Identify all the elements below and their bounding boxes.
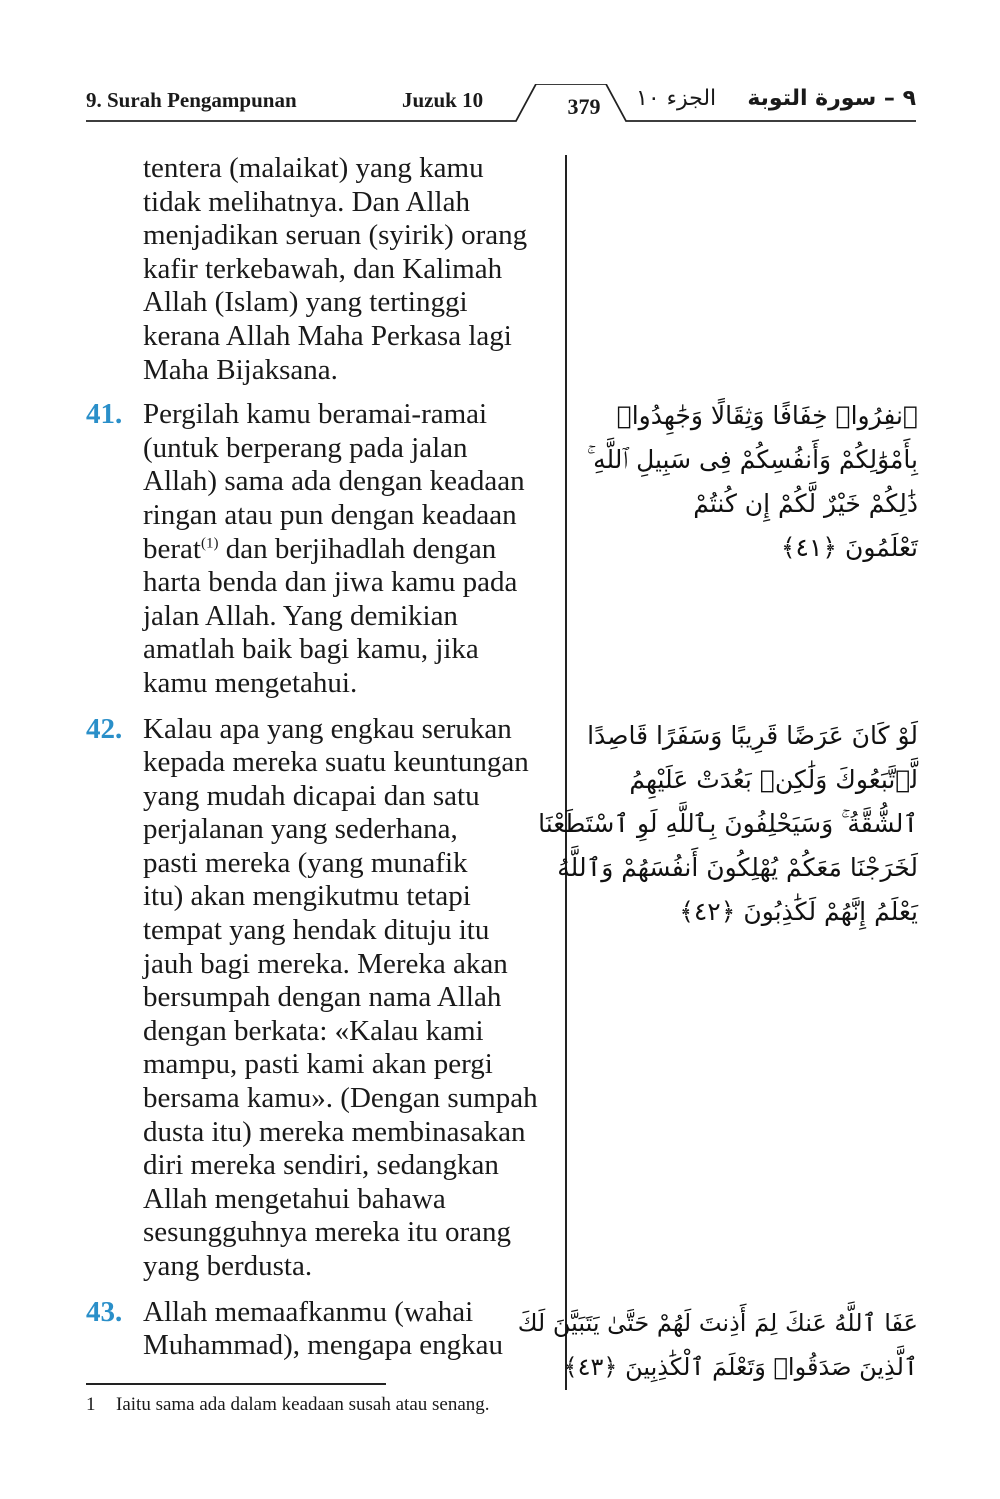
text-line [143, 533, 560, 567]
footnote-number: 1 [86, 1394, 96, 1415]
arabic-line: ٱنفِرُوا۟ خِفَافًا وَثِقَالًا وَجَٰهِدُوا۟ [616, 401, 918, 430]
arabic-line: لَوْ كَانَ عَرَضًا قَرِيبًا وَسَفَرًا قَاصِدًا [587, 721, 918, 750]
verse-41-translation [86, 398, 560, 700]
arabic-line: تَعْلَمُونَ ﴿٤١﴾ [780, 533, 918, 562]
text-line: (untuk berperang pada jalan [143, 431, 468, 464]
text-line: menjadikan seruan (syirik) orang [143, 219, 528, 252]
text-segment: dan berjihadlah dengan [218, 532, 497, 565]
surah-title: 9. Surah Pengampunan [86, 88, 297, 112]
arabic-line: يَعْلَمُ إِنَّهُمْ لَكَٰذِبُونَ ﴿٤٢﴾ [679, 897, 918, 926]
arabic-line: لَّٱتَّبَعُوكَ وَلَٰكِنۢ بَعُدَتْ عَلَيْهِمُ [629, 765, 918, 794]
text-line: yang berdusta. [143, 1250, 313, 1282]
page-header [86, 84, 916, 124]
text-line: tempat yang hendak dituju itu [143, 914, 490, 947]
arabic-line: بِأَمْوَٰلِكُمْ وَأَنفُسِكُمْ فِى سَبِيلِ ٱللَّهِ ۚ [586, 445, 918, 474]
text-line: kafir terkebawah, dan Kalimah [143, 252, 503, 285]
text-line: sesungguhnya mereka itu orang [143, 1216, 512, 1249]
text-line: dengan berkata: «Kalau kami [143, 1014, 484, 1047]
juz-arabic: الجزء ١٠ [636, 86, 717, 111]
surah-title-arabic: ٩ – سورة التوبة [747, 86, 916, 111]
arabic-line: ٱلشُّقَّةُ ۚ وَسَيَحْلِفُونَ بِٱللَّهِ لَوِ ٱسْتَطَعْنَا [538, 809, 918, 838]
text-line: perjalanan yang sederhana, [143, 813, 458, 846]
text-line: dusta itu) mereka membinasakan [143, 1115, 526, 1148]
footnote-ref[interactable]: (1) [200, 534, 219, 551]
text-line: ringan atau pun dengan keadaan [143, 498, 517, 531]
text-line: tentera (malaikat) yang kamu [143, 152, 484, 184]
verse-41-arabic [588, 394, 918, 570]
text-line: kerana Allah Maha Perkasa lagi [143, 319, 512, 352]
text-line: Allah mengetahui bahawa [143, 1182, 446, 1215]
text-line: jalan Allah. Yang demikian [143, 599, 458, 632]
arabic-line: لَخَرَجْنَا مَعَكُمْ يُهْلِكُونَ أَنفُسَهُمْ وَٱللَّهُ [557, 853, 918, 882]
text-line: Muhammad), mengapa engkau [143, 1329, 503, 1362]
text-line: Kalau apa yang engkau serukan [143, 712, 512, 745]
text-line: yang mudah dicapai dan satu [143, 779, 480, 812]
verse-43-arabic [517, 1301, 918, 1389]
verse-42-translation [86, 713, 560, 1284]
footnote-text: Iaitu sama ada dalam keadaan susah atau senang. [116, 1394, 490, 1415]
arabic-line: عَفَا ٱللَّهُ عَنكَ لِمَ أَذِنتَ لَهُمْ حَتَّىٰ يَتَبَيَّنَ لَكَ [517, 1309, 918, 1337]
page-number: 379 [567, 94, 601, 119]
column-divider [565, 155, 567, 1390]
text-line: kepada mereka suatu keuntungan [143, 746, 529, 779]
text-line: diri mereka sendiri, sedangkan [143, 1149, 499, 1182]
verse-42-arabic [538, 714, 918, 934]
intro-text [86, 152, 560, 387]
verse-43-translation [86, 1296, 560, 1363]
verse-number: 41. [86, 398, 123, 431]
word-berat: berat [143, 532, 201, 565]
verse-number: 42. [86, 712, 123, 745]
translation-column [86, 152, 560, 1363]
text-line: tidak melihatnya. Dan Allah [143, 185, 470, 218]
arabic-line: ٱلَّذِينَ صَدَقُوا۟ وَتَعْلَمَ ٱلْكَٰذِبِينَ ﴿٤٣﴾ [563, 1353, 918, 1381]
text-line: Allah memaafkanmu (wahai [143, 1295, 474, 1328]
text-line: mampu, pasti kami akan pergi [143, 1048, 493, 1081]
text-line: harta benda dan jiwa kamu pada [143, 566, 518, 599]
footnote-divider [86, 1383, 386, 1385]
footnote [86, 1394, 490, 1416]
text-line: bersumpah dengan nama Allah [143, 981, 502, 1014]
text-line: bersama kamu». (Dengan sumpah [143, 1082, 538, 1115]
text-line: Pergilah kamu beramai-ramai [143, 398, 488, 431]
text-line: jauh bagi mereka. Mereka akan [143, 947, 508, 980]
text-line: Maha Bijaksana. [143, 353, 338, 386]
text-line: itu) akan mengikutmu tetapi [143, 880, 471, 913]
text-line: Allah) sama ada dengan keadaan [143, 465, 525, 498]
text-line: amatlah baik bagi kamu, jika [143, 633, 479, 666]
text-line: kamu mengetahui. [143, 666, 358, 699]
text-line: Allah (Islam) yang tertinggi [143, 286, 468, 319]
verse-number: 43. [86, 1295, 123, 1328]
juzuk-label: Juzuk 10 [402, 88, 484, 112]
arabic-line: ذَٰلِكُمْ خَيْرٌ لَّكُمْ إِن كُنتُمْ [693, 489, 918, 518]
text-line: pasti mereka (yang munafik [143, 846, 468, 879]
